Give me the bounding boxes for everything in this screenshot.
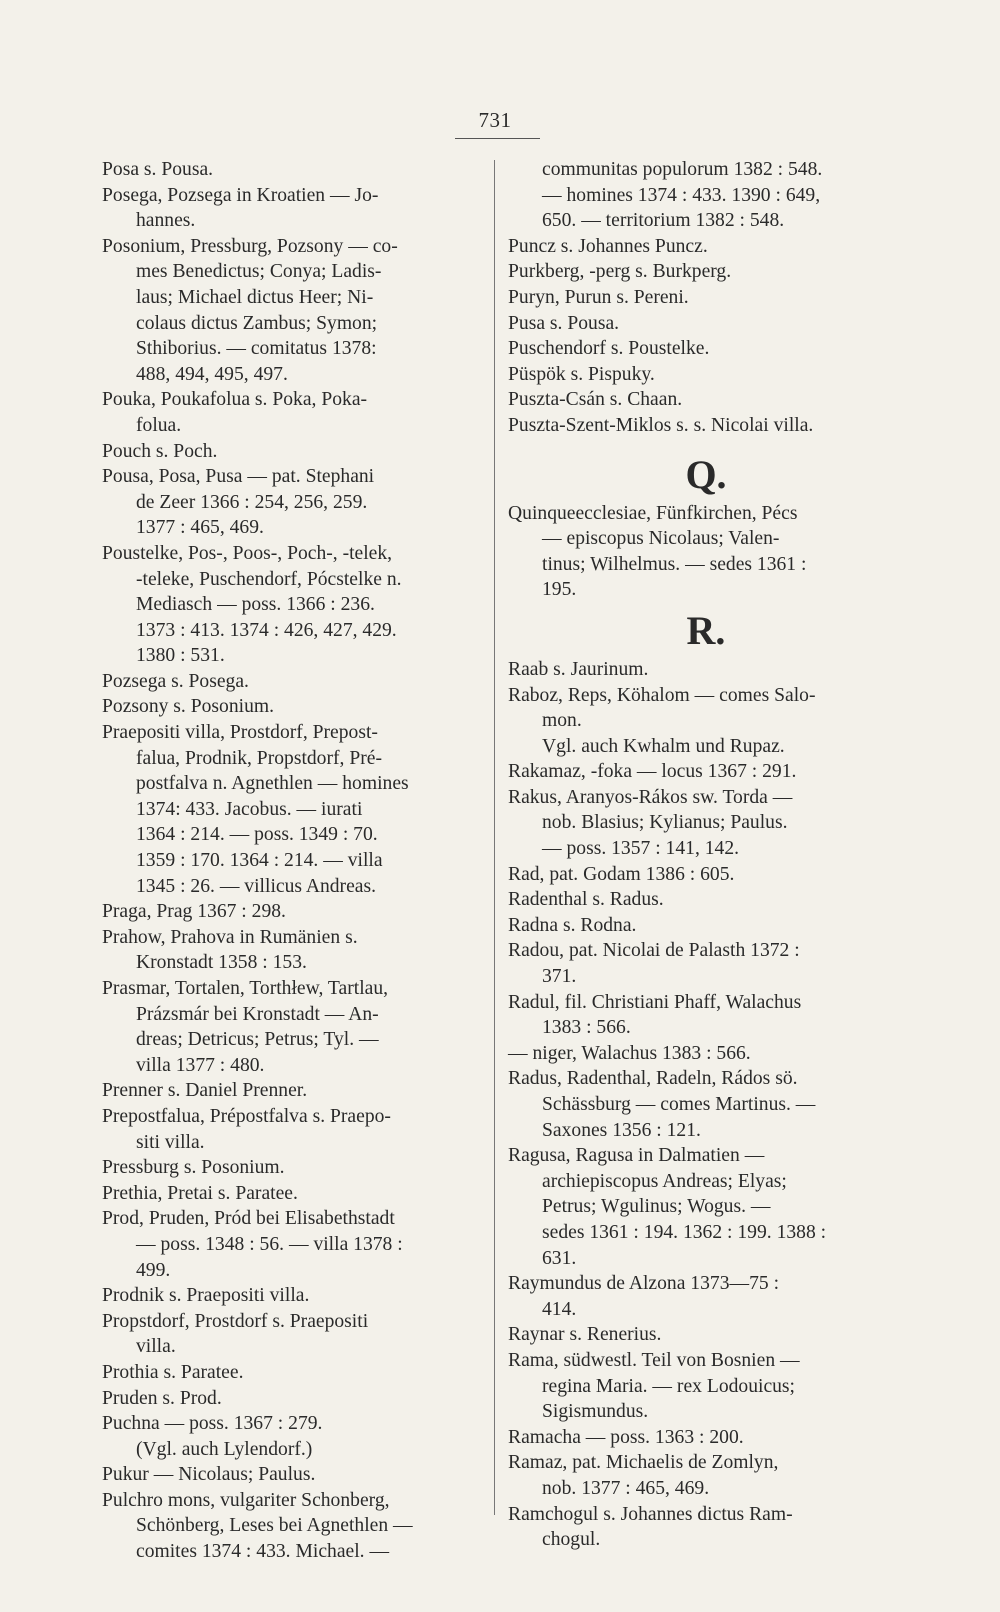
entry-line: postfalva n. Agnethlen — homines [136, 773, 409, 795]
entry-line: chogul. [542, 1529, 601, 1551]
entry-line: communitas populorum 1382 : 548. [542, 159, 823, 180]
entry-line: mon. [542, 710, 582, 732]
entry-line: Posa s. Pousa. [102, 159, 214, 180]
entry-line: Rad, pat. Godam 1386 : 605. [508, 863, 735, 885]
entry-line: sedes 1361 : 194. 1362 : 199. 1388 : [542, 1221, 827, 1243]
entry-line: Pukur — Nicolaus; Paulus. [102, 1464, 316, 1486]
entry-line: Ramacha — poss. 1363 : 200. [508, 1426, 744, 1448]
entry-line: 195. [542, 579, 577, 601]
entry-line: — poss. 1357 : 141, 142. [542, 838, 740, 860]
section-letter-r: R. [686, 607, 726, 653]
entry-line: Propstdorf, Prostdorf s. Praepositi [102, 1310, 369, 1332]
page-number: 731 [478, 108, 512, 132]
entry-line: Quinqueecclesiae, Fünfkirchen, Pécs [508, 502, 798, 524]
header-rule [455, 138, 540, 139]
entry-line: Sthiborius. — comitatus 1378: [136, 338, 377, 360]
entry-line: Puryn, Purun s. Pereni. [508, 286, 689, 308]
entry-line: Radul, fil. Christiani Phaff, Walachus [508, 991, 802, 1013]
entry-line: Ramaz, pat. Michaelis de Zomlyn, [508, 1452, 779, 1474]
entry-line: Mediasch — poss. 1366 : 236. [136, 594, 375, 616]
entry-line: Pusa s. Pousa. [508, 312, 620, 334]
entry-line: Prodnik s. Praepositi villa. [102, 1285, 310, 1307]
entry-line: 414. [542, 1298, 577, 1320]
entry-line: regina Maria. — rex Lodouicus; [542, 1375, 796, 1397]
entry-line: Petrus; Wgulinus; Wogus. — [542, 1196, 771, 1218]
entry-line: 1364 : 214. — poss. 1349 : 70. [136, 824, 378, 846]
entry-line: Poustelke, Pos-, Poos-, Poch-, -telek, [102, 542, 393, 564]
entry-line: 1377 : 465, 469. [136, 517, 264, 539]
entry-line: 1345 : 26. — villicus Andreas. [136, 875, 377, 897]
entry-line: Puchna — poss. 1367 : 279. [102, 1413, 323, 1435]
entry-line: folua. [136, 414, 182, 436]
entry-line: hannes. [136, 210, 196, 232]
entry-line: Saxones 1356 : 121. [542, 1119, 701, 1141]
entry-line: Sigismundus. [542, 1401, 649, 1423]
entry-line: Purkberg, -perg s. Burkperg. [508, 261, 732, 283]
entry-line: Pressburg s. Posonium. [102, 1157, 285, 1179]
entry-line: Radou, pat. Nicolai de Palasth 1372 : [508, 940, 800, 962]
entry-line: Raynar s. Renerius. [508, 1324, 662, 1346]
entry-line: -teleke, Puschendorf, Pócstelke n. [136, 568, 402, 590]
entry-line: Kronstadt 1358 : 153. [136, 952, 307, 974]
entry-line: Prenner s. Daniel Prenner. [102, 1080, 308, 1102]
entry-line: Püspök s. Pispuky. [508, 363, 655, 385]
entry-line: Pozsega s. Posega. [102, 670, 249, 692]
entry-line: comites 1374 : 433. Michael. — [136, 1541, 390, 1563]
entry-line: Prasmar, Tortalen, Torthłew, Tartlau, [102, 978, 389, 999]
entry-line: Radna s. Rodna. [508, 914, 637, 936]
entry-line: archiepiscopus Andreas; Elyas; [542, 1170, 787, 1192]
column-divider [494, 160, 495, 1515]
entry-line: de Zeer 1366 : 254, 256, 259. [136, 491, 368, 513]
entry-line: Puszta-Csán s. Chaan. [508, 389, 683, 411]
entry-line: 1373 : 413. 1374 : 426, 427, 429. [136, 619, 397, 641]
entry-line: Prázsmár bei Kronstadt — An- [136, 1003, 379, 1025]
entry-line: 488, 494, 495, 497. [136, 363, 288, 385]
entry-line: Pouch s. Poch. [102, 440, 218, 462]
entry-line: siti villa. [136, 1131, 205, 1153]
entry-line: Radenthal s. Radus. [508, 889, 664, 911]
entry-line: Schönberg, Leses bei Agnethlen — [136, 1515, 413, 1537]
entry-line: Raymundus de Alzona 1373—75 : [508, 1273, 780, 1295]
entry-line: dreas; Detricus; Petrus; Tyl. — [136, 1029, 379, 1051]
entry-line: 1359 : 170. 1364 : 214. — villa [136, 850, 383, 872]
entry-line: Ragusa, Ragusa in Dalmatien — [508, 1145, 765, 1167]
entry-line: colaus dictus Zambus; Symon; [136, 312, 378, 334]
entry-line: nob. Blasius; Kylianus; Paulus. [542, 812, 788, 834]
entry-line: 650. — territorium 1382 : 548. [542, 210, 785, 232]
entry-line: mes Benedictus; Conya; Ladis- [136, 261, 382, 283]
entry-line: — episcopus Nicolaus; Valen- [542, 528, 780, 550]
entry-line: villa. [136, 1336, 176, 1358]
entry-line: Posega, Pozsega in Kroatien — Jo- [102, 184, 379, 206]
entry-line: 1380 : 531. [136, 645, 225, 667]
entry-line: Pousa, Posa, Pusa — pat. Stephani [102, 466, 375, 488]
right-column [508, 157, 892, 1553]
entry-line: Pouka, Poukafolua s. Poka, Poka- [102, 389, 368, 411]
entry-line: Pulchro mons, vulgariter Schonberg, [102, 1489, 390, 1511]
entry-line: Posonium, Pressburg, Pozsony — co- [102, 235, 398, 257]
entry-line: Puncz s. Johannes Puncz. [508, 235, 708, 257]
entry-line: 1374: 433. Jacobus. — iurati [136, 798, 363, 820]
entry-line: — poss. 1348 : 56. — villa 1378 : [136, 1233, 403, 1255]
entry-line: Rakus, Aranyos-Rákos sw. Torda — [508, 786, 793, 808]
entry-line: Raboz, Reps, Köhalom — comes Salo- [508, 684, 816, 706]
entry-line: Schässburg — comes Martinus. — [542, 1094, 816, 1115]
entry-line: Puschendorf s. Poustelke. [508, 338, 710, 360]
entry-line: tinus; Wilhelmus. — sedes 1361 : [542, 553, 807, 575]
entry-line: 371. [542, 966, 577, 988]
entry-line: Radus, Radenthal, Radeln, Rádos sö. [508, 1068, 798, 1090]
entry-line: 631. [542, 1247, 577, 1269]
entry-line: Prepostfalua, Prépostfalva s. Praepo- [102, 1105, 391, 1127]
entry-line: Rama, südwestl. Teil von Bosnien — [508, 1349, 800, 1371]
entry-line: Prahow, Prahova in Rumänien s. [102, 926, 358, 948]
entry-line: Prothia s. Paratee. [102, 1361, 244, 1383]
entry-line: 1383 : 566. [542, 1017, 631, 1039]
entry-line: Vgl. auch Kwhalm und Rupaz. [542, 735, 785, 757]
entry-line: Ramchogul s. Johannes dictus Ram- [508, 1503, 793, 1525]
entry-line: Raab s. Jaurinum. [508, 658, 649, 680]
entry-line: villa 1377 : 480. [136, 1054, 265, 1076]
entry-line: Praga, Prag 1367 : 298. [102, 901, 286, 923]
entry-line: — niger, Walachus 1383 : 566. [508, 1042, 751, 1064]
entry-line: 499. [136, 1259, 171, 1281]
entry-line: falua, Prodnik, Propstdorf, Pré- [136, 747, 382, 769]
entry-line: Prod, Pruden, Pród bei Elisabethstadt [102, 1208, 395, 1230]
entry-line: Rakamaz, -foka — locus 1367 : 291. [508, 761, 797, 783]
section-letter-q: Q. [685, 451, 727, 497]
entry-line: Prethia, Pretai s. Paratee. [102, 1182, 298, 1204]
entry-line: (Vgl. auch Lylendorf.) [136, 1438, 313, 1460]
entry-line: Pozsony s. Posonium. [102, 696, 275, 718]
entry-line: Puszta-Szent-Miklos s. s. Nicolai villa. [508, 414, 814, 436]
entry-line: laus; Michael dictus Heer; Ni- [136, 286, 374, 308]
entry-line: Praepositi villa, Prostdorf, Prepost- [102, 722, 378, 744]
entry-line: nob. 1377 : 465, 469. [542, 1477, 710, 1499]
entry-line: Pruden s. Prod. [102, 1387, 222, 1409]
entry-line: — homines 1374 : 433. 1390 : 649, [542, 184, 821, 206]
left-column [102, 157, 477, 1565]
